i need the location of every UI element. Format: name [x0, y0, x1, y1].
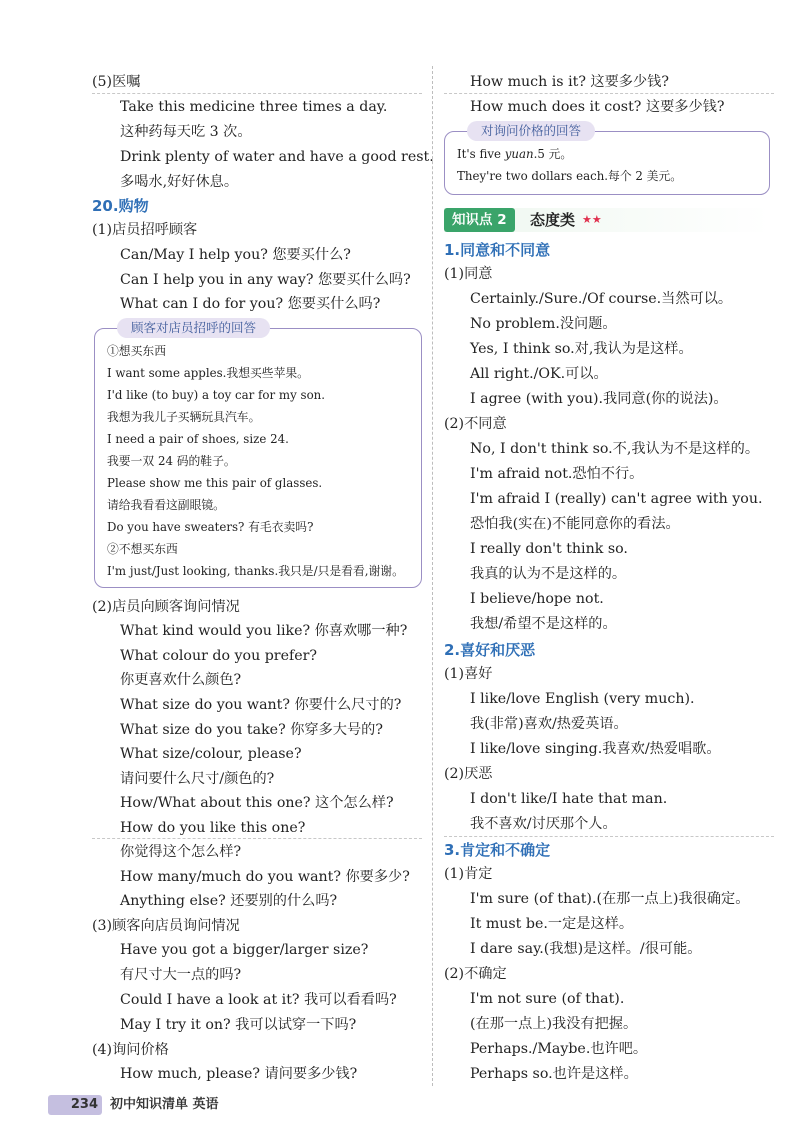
text-line: I'm afraid I (really) can't agree with you. [470, 491, 763, 507]
subsection-label: (2)店员向顾客询问情况 [92, 599, 240, 615]
text-line: I don't like/I hate that man. [470, 791, 668, 807]
text-line: What size do you take? 你穿多大号的? [120, 722, 383, 738]
knowledge-point-tag: 知识点 2 [444, 208, 515, 232]
box-title: 对询问价格的回答 [467, 121, 595, 141]
text-line: I'm afraid not.恐怕不行。 [470, 466, 644, 482]
section-title-shopping: 20.购物 [92, 197, 149, 215]
box-line: 请给我看看这副眼镜。 [107, 498, 225, 512]
text-line: 你觉得这个怎么样? [120, 844, 242, 860]
text-line: I agree (with you).我同意(你的说法)。 [470, 391, 728, 407]
knowledge-point-title: 态度类 [530, 211, 576, 229]
box-line: Please show me this pair of glasses. [107, 476, 323, 490]
text-line: I believe/hope not. [470, 591, 604, 607]
section-5-label: (5)医嘱 [92, 74, 141, 90]
text-line: I'm sure (of that).(在那一点上)我很确定。 [470, 891, 750, 907]
text-line: Drink plenty of water and have a good rest. [120, 149, 434, 165]
section-title: 2.喜好和厌恶 [444, 641, 536, 659]
text-line: What size do you want? 你要什么尺寸的? [120, 697, 402, 713]
subsection-label: (1)肯定 [444, 866, 493, 882]
text-line: I like/love singing.我喜欢/热爱唱歌。 [470, 741, 721, 757]
box-line: ②不想买东西 [107, 542, 178, 556]
dashed-rule [92, 93, 422, 94]
dashed-rule [444, 836, 774, 837]
box-line: They're two dollars each.每个 2 美元。 [457, 169, 683, 183]
text-line: How much, please? 请问要多少钱? [120, 1066, 358, 1082]
text-line: Could I have a look at it? 我可以看看吗? [120, 992, 397, 1008]
text-line: Can I help you in any way? 您要买什么吗? [120, 272, 411, 288]
text-line: 你更喜欢什么颜色? [120, 672, 242, 688]
text-line: How much is it? 这要多少钱? [470, 74, 669, 90]
text-line: 恐怕我(实在)不能同意你的看法。 [470, 516, 680, 532]
text-line: Certainly./Sure./Of course.当然可以。 [470, 291, 733, 307]
box-line: I want some apples.我想买些苹果。 [107, 366, 309, 380]
star-icon: ★★ [582, 213, 602, 226]
subsection-label: (4)询问价格 [92, 1042, 169, 1058]
customer-reply-box [94, 320, 422, 588]
knowledge-point-header [444, 208, 770, 232]
text-line: Anything else? 还要别的什么吗? [120, 893, 338, 909]
box-line: I'm just/Just looking, thanks.我只是/只是看看,谢谢。 [107, 564, 404, 578]
text-line: What can I do for you? 您要买什么吗? [120, 296, 381, 312]
subsection-label: (3)顾客向店员询问情况 [92, 918, 240, 934]
box-title: 顾客对店员招呼的回答 [117, 318, 270, 338]
text-line: How do you like this one? [120, 820, 306, 836]
text-line: I like/love English (very much). [470, 691, 695, 707]
subsection-label: (1)店员招呼顾客 [92, 222, 198, 238]
box-line: I'd like (to buy) a toy car for my son. [107, 388, 326, 402]
text-line: No, I don't think so.不,我认为不是这样的。 [470, 441, 760, 457]
box-line: ①想买东西 [107, 344, 166, 358]
text-line: 多喝水,好好休息。 [120, 174, 239, 190]
text-line: How/What about this one? 这个怎么样? [120, 795, 394, 811]
box-line: 我要一双 24 码的鞋子。 [107, 454, 236, 468]
text-line: How many/much do you want? 你要多少? [120, 869, 410, 885]
text-line: What size/colour, please? [120, 746, 302, 762]
text-line: I dare say.(我想)是这样。/很可能。 [470, 941, 702, 957]
text-line: 有尺寸大一点的吗? [120, 967, 242, 983]
section-title: 3.肯定和不确定 [444, 841, 551, 859]
text-line: What colour do you prefer? [120, 648, 318, 664]
text-line: Yes, I think so.对,我认为是这样。 [470, 341, 693, 357]
box-line: It's five yuan.5 元。 [457, 147, 573, 161]
text-line: 我真的认为不是这样的。 [470, 566, 627, 582]
text-line: (在那一点上)我没有把握。 [470, 1016, 638, 1032]
subsection-label: (2)不同意 [444, 416, 507, 432]
subsection-label: (1)同意 [444, 266, 493, 282]
subsection-label: (1)喜好 [444, 666, 493, 682]
text-line: May I try it on? 我可以试穿一下吗? [120, 1017, 357, 1033]
text-line: How much does it cost? 这要多少钱? [470, 99, 725, 115]
text-line: Can/May I help you? 您要买什么? [120, 247, 351, 263]
text-line: All right./OK.可以。 [470, 366, 608, 382]
dashed-rule [444, 93, 774, 94]
text-line: Perhaps so.也许是这样。 [470, 1066, 638, 1082]
text-line: What kind would you like? 你喜欢哪一种? [120, 623, 408, 639]
subsection-label: (2)厌恶 [444, 766, 493, 782]
text-line: 我想/希望不是这样的。 [470, 616, 617, 632]
text-line: I really don't think so. [470, 541, 628, 557]
dashed-rule [92, 838, 422, 839]
text-line: 我(非常)喜欢/热爱英语。 [470, 716, 628, 732]
subsection-label: (2)不确定 [444, 966, 507, 982]
text-line: I'm not sure (of that). [470, 991, 625, 1007]
column-divider [432, 66, 433, 1086]
page-number: 234 [48, 1095, 102, 1115]
box-line: I need a pair of shoes, size 24. [107, 432, 289, 446]
box-line: Do you have sweaters? 有毛衣卖吗? [107, 520, 314, 534]
box-line: 我想为我儿子买辆玩具汽车。 [107, 410, 261, 424]
text-line: 请问要什么尺寸/颜色的? [120, 771, 275, 787]
text-line: No problem.没问题。 [470, 316, 617, 332]
text-line: Have you got a bigger/larger size? [120, 942, 369, 958]
book-title: 初中知识清单 英语 [110, 1097, 219, 1112]
text-line: Perhaps./Maybe.也许吧。 [470, 1041, 648, 1057]
text-line: 这种药每天吃 3 次。 [120, 124, 252, 140]
text-line: Take this medicine three times a day. [120, 99, 388, 115]
section-title: 1.同意和不同意 [444, 241, 551, 259]
text-line: 我不喜欢/讨厌那个人。 [470, 816, 617, 832]
price-reply-box [444, 123, 770, 195]
text-line: It must be.一定是这样。 [470, 916, 634, 932]
